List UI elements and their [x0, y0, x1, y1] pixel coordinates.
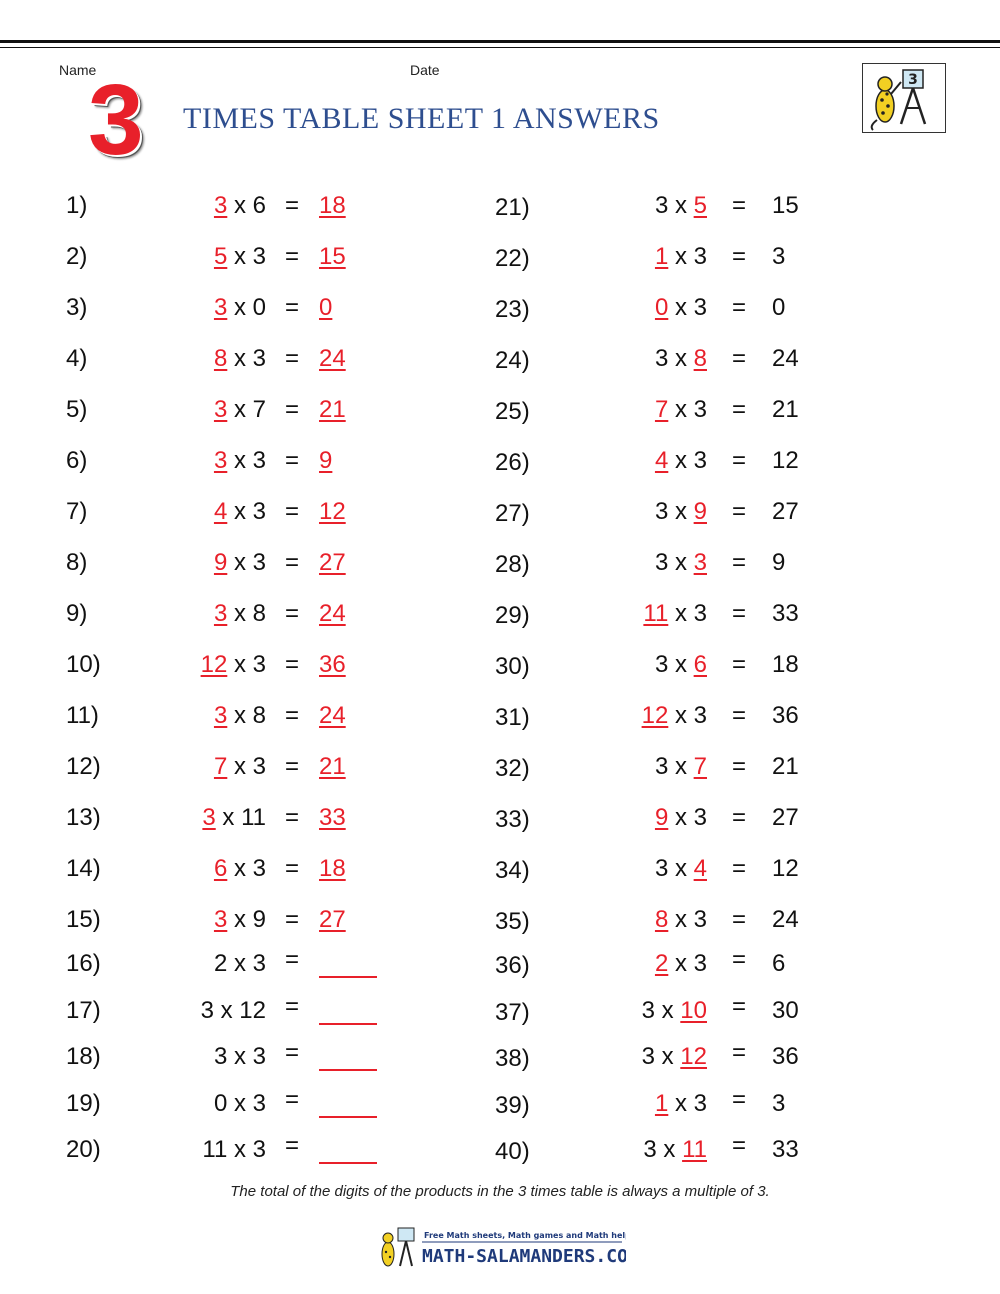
- answer: 18: [772, 651, 799, 678]
- question-number: 26): [495, 449, 530, 476]
- question-number: 29): [495, 602, 530, 629]
- times-sign: x: [233, 651, 246, 678]
- name-label: Name: [59, 62, 97, 78]
- factor-b: 3: [693, 396, 707, 423]
- factor-b: 8: [252, 702, 266, 729]
- problem-row: [0, 753, 1000, 787]
- multiplication-expression: [655, 243, 707, 271]
- question-number: 19): [66, 1090, 101, 1117]
- equals-sign: =: [732, 549, 747, 576]
- big-number-three: 3: [88, 64, 144, 176]
- answer: 27: [772, 804, 799, 831]
- question-number: 15): [66, 906, 101, 933]
- question-number: 16): [66, 950, 101, 977]
- question-number: 11): [66, 702, 99, 729]
- factor-a: 3: [213, 396, 228, 423]
- factor-a: 0: [213, 1090, 228, 1117]
- equals-sign: =: [732, 906, 747, 933]
- factor-b: 3: [693, 549, 707, 576]
- times-sign: x: [674, 950, 687, 977]
- factor-b: 9: [252, 906, 266, 933]
- multiplication-expression: [655, 396, 707, 424]
- equals-sign: =: [285, 804, 300, 831]
- equals-sign: =: [732, 396, 747, 423]
- equals-sign: =: [732, 294, 747, 321]
- times-sign: x: [674, 192, 687, 219]
- times-sign: x: [233, 950, 246, 977]
- factor-b: 3: [252, 549, 266, 576]
- answer: 21: [319, 753, 346, 780]
- times-sign: x: [233, 1090, 246, 1117]
- factor-a: 3: [654, 855, 669, 882]
- equals-sign: =: [285, 600, 300, 627]
- multiplication-expression: [642, 997, 707, 1025]
- equals-sign: =: [285, 993, 300, 1020]
- factor-b: 3: [252, 651, 266, 678]
- answer: 12: [319, 498, 346, 525]
- factor-a: 3: [641, 997, 655, 1024]
- question-number: 20): [66, 1136, 101, 1163]
- answer: 24: [319, 345, 346, 372]
- multiplication-expression: [655, 651, 707, 679]
- times-sign: x: [674, 753, 687, 780]
- times-sign: x: [233, 345, 246, 372]
- factor-a: 7: [213, 753, 228, 780]
- equals-sign: =: [732, 447, 747, 474]
- answer: 24: [772, 345, 799, 372]
- answer: 12: [772, 855, 799, 882]
- times-sign: x: [233, 702, 246, 729]
- factor-b: 3: [252, 498, 266, 525]
- factor-b: 3: [693, 702, 707, 729]
- question-number: 23): [495, 296, 530, 323]
- factor-b: 3: [252, 753, 266, 780]
- factor-a: 4: [213, 498, 228, 525]
- question-number: 38): [495, 1045, 530, 1072]
- answer: 9: [772, 549, 786, 576]
- answer: 33: [772, 1136, 799, 1163]
- answer: 6: [772, 950, 786, 977]
- answer: 36: [772, 702, 799, 729]
- factor-b: 3: [693, 950, 707, 977]
- times-sign: x: [674, 396, 687, 423]
- factor-b: 8: [252, 600, 266, 627]
- factor-a: 3: [213, 192, 228, 219]
- question-number: 25): [495, 398, 530, 425]
- problem-row: [0, 600, 1000, 634]
- question-number: 40): [495, 1138, 530, 1165]
- times-sign: x: [233, 753, 246, 780]
- multiplication-expression: [655, 1090, 707, 1118]
- equals-sign: =: [285, 946, 300, 973]
- question-number: 1): [66, 192, 88, 219]
- factor-a: 9: [654, 804, 669, 831]
- factor-a: 3: [213, 906, 228, 933]
- factor-b: 3: [252, 950, 266, 977]
- equals-sign: =: [732, 600, 747, 627]
- multiplication-expression: [655, 549, 707, 577]
- factor-a: 12: [641, 702, 669, 729]
- factor-a: 6: [213, 855, 228, 882]
- times-sign: x: [674, 498, 687, 525]
- factor-b: 3: [693, 600, 707, 627]
- factor-a: 5: [213, 243, 228, 270]
- problem-row: [0, 1039, 1000, 1077]
- factor-b: 9: [693, 498, 707, 525]
- answer: 33: [772, 600, 799, 627]
- factor-a: 3: [654, 498, 669, 525]
- problem-row: [0, 946, 1000, 984]
- factor-b: 7: [252, 396, 266, 423]
- times-sign: x: [233, 294, 246, 321]
- answer: 21: [772, 396, 799, 423]
- answer: 33: [319, 804, 346, 831]
- factor-b: 3: [252, 855, 266, 882]
- date-label: Date: [410, 62, 440, 78]
- question-number: 10): [66, 651, 101, 678]
- times-sign: x: [674, 1090, 687, 1117]
- multiplication-expression: [655, 192, 707, 220]
- problem-row: [0, 396, 1000, 430]
- times-sign: x: [674, 549, 687, 576]
- answer: 18: [319, 855, 346, 882]
- factor-b: 3: [693, 906, 707, 933]
- equals-sign: =: [732, 192, 747, 219]
- equals-sign: =: [285, 396, 300, 423]
- factor-a: 1: [654, 1090, 669, 1117]
- equals-sign: =: [285, 294, 300, 321]
- factor-a: 8: [213, 345, 228, 372]
- factor-b: 3: [252, 243, 266, 270]
- times-sign: x: [220, 997, 233, 1024]
- multiplication-expression: [655, 294, 707, 322]
- factor-b: 4: [693, 855, 707, 882]
- factor-b: 3: [252, 1043, 266, 1070]
- problem-row: [0, 294, 1000, 328]
- times-sign: x: [674, 855, 687, 882]
- question-number: 18): [66, 1043, 101, 1070]
- factor-a: 3: [654, 345, 669, 372]
- times-sign: x: [674, 651, 687, 678]
- equals-sign: =: [732, 702, 747, 729]
- factor-a: 3: [213, 447, 228, 474]
- factor-a: 3: [654, 192, 669, 219]
- times-sign: x: [674, 294, 687, 321]
- question-number: 33): [495, 806, 530, 833]
- factor-b: 10: [680, 997, 707, 1024]
- problem-row: [0, 447, 1000, 481]
- multiplication-expression: [655, 804, 707, 832]
- factor-a: 8: [654, 906, 669, 933]
- question-number: 34): [495, 857, 530, 884]
- factor-b: 3: [693, 1090, 707, 1117]
- question-number: 4): [66, 345, 88, 372]
- question-number: 7): [66, 498, 88, 525]
- times-sign: x: [674, 345, 687, 372]
- problem-row: [0, 855, 1000, 889]
- problem-row: [0, 243, 1000, 277]
- factor-a: 3: [654, 549, 669, 576]
- equals-sign: =: [732, 753, 747, 780]
- multiplication-expression: [655, 447, 707, 475]
- times-sign: x: [674, 600, 687, 627]
- question-number: 9): [66, 600, 88, 627]
- question-number: 13): [66, 804, 101, 831]
- question-number: 5): [66, 396, 88, 423]
- equals-sign: =: [285, 447, 300, 474]
- answer: 3: [772, 243, 786, 270]
- equals-sign: =: [732, 345, 747, 372]
- answer: 15: [319, 243, 346, 270]
- problem-row: [0, 702, 1000, 736]
- question-number: 32): [495, 755, 530, 782]
- equals-sign: =: [732, 804, 747, 831]
- answer: 18: [319, 192, 346, 219]
- question-number: 14): [66, 855, 101, 882]
- multiplication-expression: [643, 600, 707, 628]
- answer: 24: [772, 906, 799, 933]
- multiplication-expression: [655, 855, 707, 883]
- factor-a: 3: [643, 1136, 657, 1163]
- factor-a: 2: [213, 950, 228, 977]
- equals-sign: =: [285, 855, 300, 882]
- times-sign: x: [674, 243, 687, 270]
- factor-a: 11: [643, 600, 669, 627]
- factor-b: 5: [693, 192, 707, 219]
- answer: 27: [772, 498, 799, 525]
- math-salamanders-logo-icon: [376, 1226, 626, 1272]
- equals-sign: =: [732, 993, 747, 1020]
- times-sign: x: [233, 549, 246, 576]
- times-sign: x: [661, 997, 674, 1024]
- problem-row: [0, 192, 1000, 226]
- question-number: 35): [495, 908, 530, 935]
- factor-a: 3: [654, 753, 669, 780]
- factor-a: 9: [213, 549, 228, 576]
- times-sign: x: [233, 855, 246, 882]
- question-number: 6): [66, 447, 88, 474]
- times-sign: x: [233, 447, 246, 474]
- equals-sign: =: [285, 1039, 300, 1066]
- equals-sign: =: [285, 702, 300, 729]
- factor-a: 3: [641, 1043, 655, 1070]
- answer: 15: [772, 192, 799, 219]
- factor-b: 6: [252, 192, 266, 219]
- equals-sign: =: [732, 243, 747, 270]
- factor-b: 12: [239, 997, 266, 1024]
- factor-b: 3: [252, 1090, 266, 1117]
- factor-a: 3: [202, 804, 216, 831]
- factor-a: 3: [200, 997, 214, 1024]
- factor-a: 12: [200, 651, 228, 678]
- equals-sign: =: [285, 906, 300, 933]
- answer: 21: [319, 396, 346, 423]
- factor-a: 11: [202, 1136, 228, 1163]
- answer: 0: [319, 294, 333, 321]
- factor-a: 3: [213, 1043, 228, 1070]
- times-sign: x: [233, 1043, 246, 1070]
- question-number: 27): [495, 500, 530, 527]
- answer: 12: [772, 447, 799, 474]
- equals-sign: =: [732, 498, 747, 525]
- answer: 9: [319, 447, 333, 474]
- multiplication-expression: [655, 753, 707, 781]
- multiplication-expression: [642, 702, 707, 730]
- equals-sign: =: [285, 651, 300, 678]
- logo-tagline: Free Math sheets, Math games and Math help: [424, 1231, 626, 1240]
- factor-a: 0: [654, 294, 669, 321]
- multiplication-expression: [655, 498, 707, 526]
- problem-row: [0, 651, 1000, 685]
- factor-a: 2: [654, 950, 669, 977]
- equals-sign: =: [732, 946, 747, 973]
- times-sign: x: [233, 396, 246, 423]
- times-sign: x: [233, 243, 246, 270]
- problem-row: [0, 1132, 1000, 1170]
- times-sign: x: [222, 804, 235, 831]
- question-number: 30): [495, 653, 530, 680]
- answer: 36: [772, 1043, 799, 1070]
- question-number: 22): [495, 245, 530, 272]
- factor-b: 3: [693, 447, 707, 474]
- footer-logo: [376, 1226, 626, 1272]
- factor-a: 3: [654, 651, 669, 678]
- equals-sign: =: [285, 498, 300, 525]
- times-sign: x: [233, 906, 246, 933]
- factor-a: 3: [213, 600, 228, 627]
- multiplication-expression: [642, 1043, 707, 1071]
- factor-b: 0: [252, 294, 266, 321]
- equals-sign: =: [732, 651, 747, 678]
- factor-a: 1: [654, 243, 669, 270]
- problem-row: [0, 549, 1000, 583]
- answer: 24: [319, 600, 346, 627]
- logo-number: 3: [908, 72, 918, 88]
- times-sign: x: [674, 804, 687, 831]
- factor-b: 11: [241, 804, 266, 831]
- factor-b: 3: [693, 243, 707, 270]
- factor-b: 8: [693, 345, 707, 372]
- problem-row: [0, 345, 1000, 379]
- equals-sign: =: [285, 345, 300, 372]
- factor-b: 7: [693, 753, 707, 780]
- factor-b: 3: [693, 294, 707, 321]
- multiplication-expression: [643, 1136, 707, 1164]
- times-sign: x: [674, 906, 687, 933]
- multiplication-expression: [655, 950, 707, 978]
- factor-b: 3: [693, 804, 707, 831]
- footer-note: The total of the digits of the products in the 3 times table is always a multiple of 3.: [230, 1183, 770, 1200]
- factor-b: 3: [252, 1136, 266, 1163]
- equals-sign: =: [285, 1086, 300, 1113]
- factor-a: 7: [654, 396, 669, 423]
- times-sign: x: [674, 702, 687, 729]
- times-sign: x: [233, 1136, 246, 1163]
- times-sign: x: [663, 1136, 676, 1163]
- times-sign: x: [233, 192, 246, 219]
- factor-b: 11: [682, 1136, 707, 1163]
- equals-sign: =: [285, 192, 300, 219]
- question-number: 17): [66, 997, 101, 1024]
- answer: 0: [772, 294, 786, 321]
- answer: 3: [772, 1090, 786, 1117]
- logo-text: MATH-SALAMANDERS.COM: [422, 1246, 626, 1267]
- question-number: 28): [495, 551, 530, 578]
- multiplication-expression: [655, 906, 707, 934]
- times-sign: x: [233, 498, 246, 525]
- question-number: 2): [66, 243, 88, 270]
- question-number: 3): [66, 294, 88, 321]
- problem-row: [0, 804, 1000, 838]
- equals-sign: =: [285, 1132, 300, 1159]
- equals-sign: =: [285, 243, 300, 270]
- question-number: 31): [495, 704, 530, 731]
- answer: 24: [319, 702, 346, 729]
- question-number: 36): [495, 952, 530, 979]
- answer: 30: [772, 997, 799, 1024]
- answer: 36: [319, 651, 346, 678]
- question-number: 37): [495, 999, 530, 1026]
- question-number: 12): [66, 753, 101, 780]
- factor-a: 3: [213, 702, 228, 729]
- question-number: 8): [66, 549, 88, 576]
- equals-sign: =: [732, 855, 747, 882]
- equals-sign: =: [285, 753, 300, 780]
- multiplication-expression: [655, 345, 707, 373]
- factor-b: 3: [252, 447, 266, 474]
- answer: 21: [772, 753, 799, 780]
- factor-b: 12: [680, 1043, 707, 1070]
- equals-sign: =: [732, 1086, 747, 1113]
- factor-b: 6: [693, 651, 707, 678]
- factor-a: 4: [654, 447, 669, 474]
- factor-b: 3: [252, 345, 266, 372]
- answer: 27: [319, 906, 346, 933]
- times-sign: x: [233, 600, 246, 627]
- equals-sign: =: [732, 1039, 747, 1066]
- problem-row: [0, 1086, 1000, 1124]
- equals-sign: =: [732, 1132, 747, 1159]
- problem-row: [0, 993, 1000, 1031]
- equals-sign: =: [285, 549, 300, 576]
- problem-row: [0, 906, 1000, 940]
- page-title: TIMES TABLE SHEET 1 ANSWERS: [183, 102, 660, 135]
- question-number: 39): [495, 1092, 530, 1119]
- factor-a: 3: [213, 294, 228, 321]
- times-sign: x: [674, 447, 687, 474]
- times-sign: x: [661, 1043, 674, 1070]
- problem-row: [0, 498, 1000, 532]
- answer: 27: [319, 549, 346, 576]
- question-number: 24): [495, 347, 530, 374]
- question-number: 21): [495, 194, 530, 221]
